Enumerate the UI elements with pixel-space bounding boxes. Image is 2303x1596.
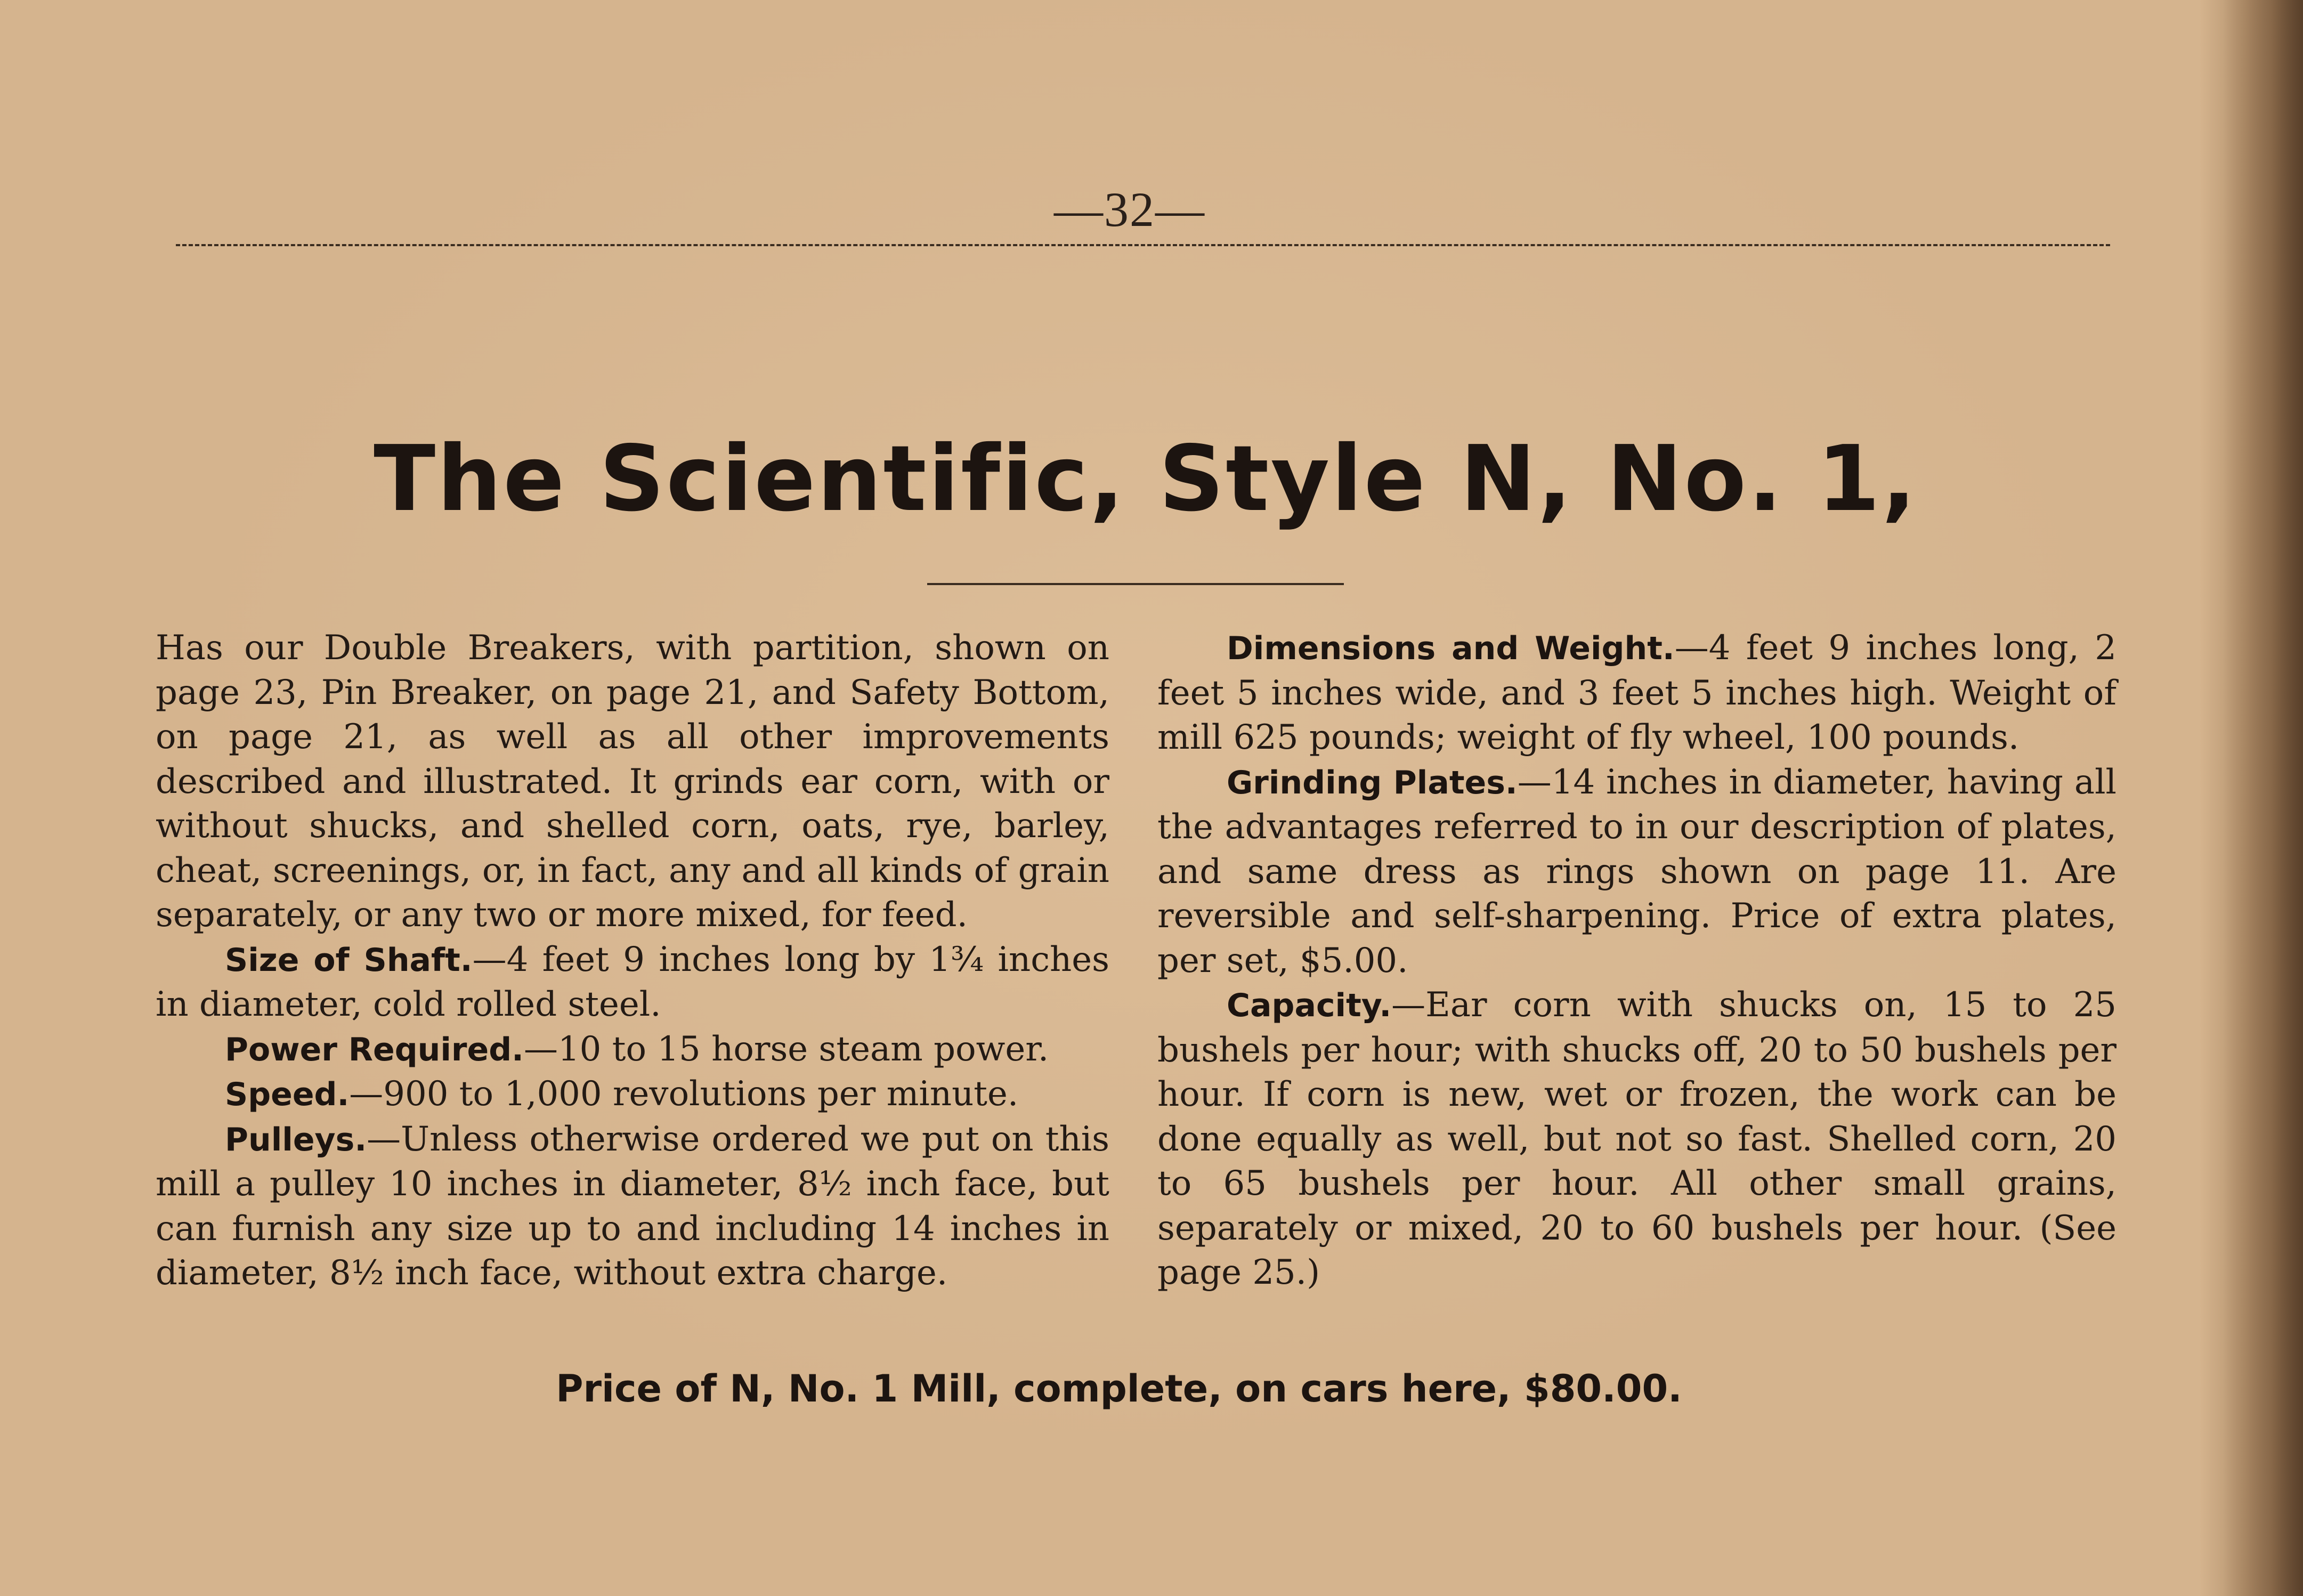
price-line: Price of N, No. 1 Mill, complete, on cars here, $80.00. bbox=[556, 1367, 1682, 1411]
pulleys-paragraph bbox=[156, 1117, 1109, 1296]
dimensions-heading: Dimensions and Weight. bbox=[1227, 630, 1675, 667]
dimensions-paragraph bbox=[1157, 626, 2117, 760]
pulleys-heading: Pulleys. bbox=[225, 1121, 367, 1158]
pulleys-text: —Unless otherwise ordered we put on this mill a pulley 10 inches in diameter, 8½ inch face, but can furnish any size up to and including 14 inches in diameter, 8½ inch face, without extra charge. bbox=[156, 1119, 1109, 1293]
dimensions-text: —4 feet 9 inches long, 2 feet 5 inches wide, and 3 feet 5 inches high. Weight of mill 625 pounds; weight of fly wheel, 100 pounds. bbox=[1157, 628, 2117, 757]
size-of-shaft-text: —4 feet 9 inches long by 1¾ inches in diameter, cold rolled steel. bbox=[156, 939, 1109, 1024]
header-rule bbox=[176, 244, 2110, 246]
grinding-plates-paragraph bbox=[1157, 760, 2117, 984]
title-rule bbox=[927, 583, 1344, 585]
size-of-shaft-paragraph bbox=[156, 938, 1109, 1027]
capacity-paragraph bbox=[1157, 983, 2117, 1295]
grinding-plates-heading: Grinding Plates. bbox=[1227, 764, 1518, 801]
size-of-shaft-heading: Size of Shaft. bbox=[225, 941, 473, 979]
power-required-paragraph bbox=[156, 1027, 1109, 1073]
page-number: —32— bbox=[1054, 182, 1205, 237]
page-title: The Scientific, Style N, No. 1, bbox=[374, 426, 1918, 532]
left-column bbox=[156, 626, 1109, 1296]
speed-text: —900 to 1,000 revolutions per minute. bbox=[349, 1074, 1019, 1114]
capacity-heading: Capacity. bbox=[1227, 987, 1392, 1024]
intro-paragraph: Has our Double Breakers, with partition, shown on page 23, Pin Breaker, on page 21, and Safety Bottom, on page 21, as well as all other improvements described and illustrated. It grinds ear corn, with or without shucks, and shelled corn, oats, rye, barley, cheat, screenings, or, in fact, any and all kinds of grain separately, or any two or more mixed, for feed. bbox=[156, 628, 1109, 935]
capacity-text: —Ear corn with shucks on, 15 to 25 bushels per hour; with shucks off, 20 to 50 bushels per hour. If corn is new, wet or frozen, the work can be done equally as well, but not so fast. Shelled corn, 20 to 65 bushels per hour. All other small grains, separately or mixed, 20 to 60 bushels per hour. (See page 25.) bbox=[1157, 985, 2117, 1292]
speed-paragraph bbox=[156, 1072, 1109, 1117]
power-required-text: —10 to 15 horse steam power. bbox=[523, 1029, 1049, 1069]
power-required-heading: Power Required. bbox=[225, 1031, 524, 1068]
right-column bbox=[1157, 626, 2117, 1295]
page-edge-shadow bbox=[2223, 0, 2303, 1596]
grinding-plates-text: —14 inches in diameter, having all the advantages referred to in our description of plates, and same dress as rings shown on page 11. Are reversible and self-sharpening. Price of extra plates, per set, $5.00. bbox=[1157, 762, 2117, 981]
speed-heading: Speed. bbox=[225, 1076, 350, 1113]
